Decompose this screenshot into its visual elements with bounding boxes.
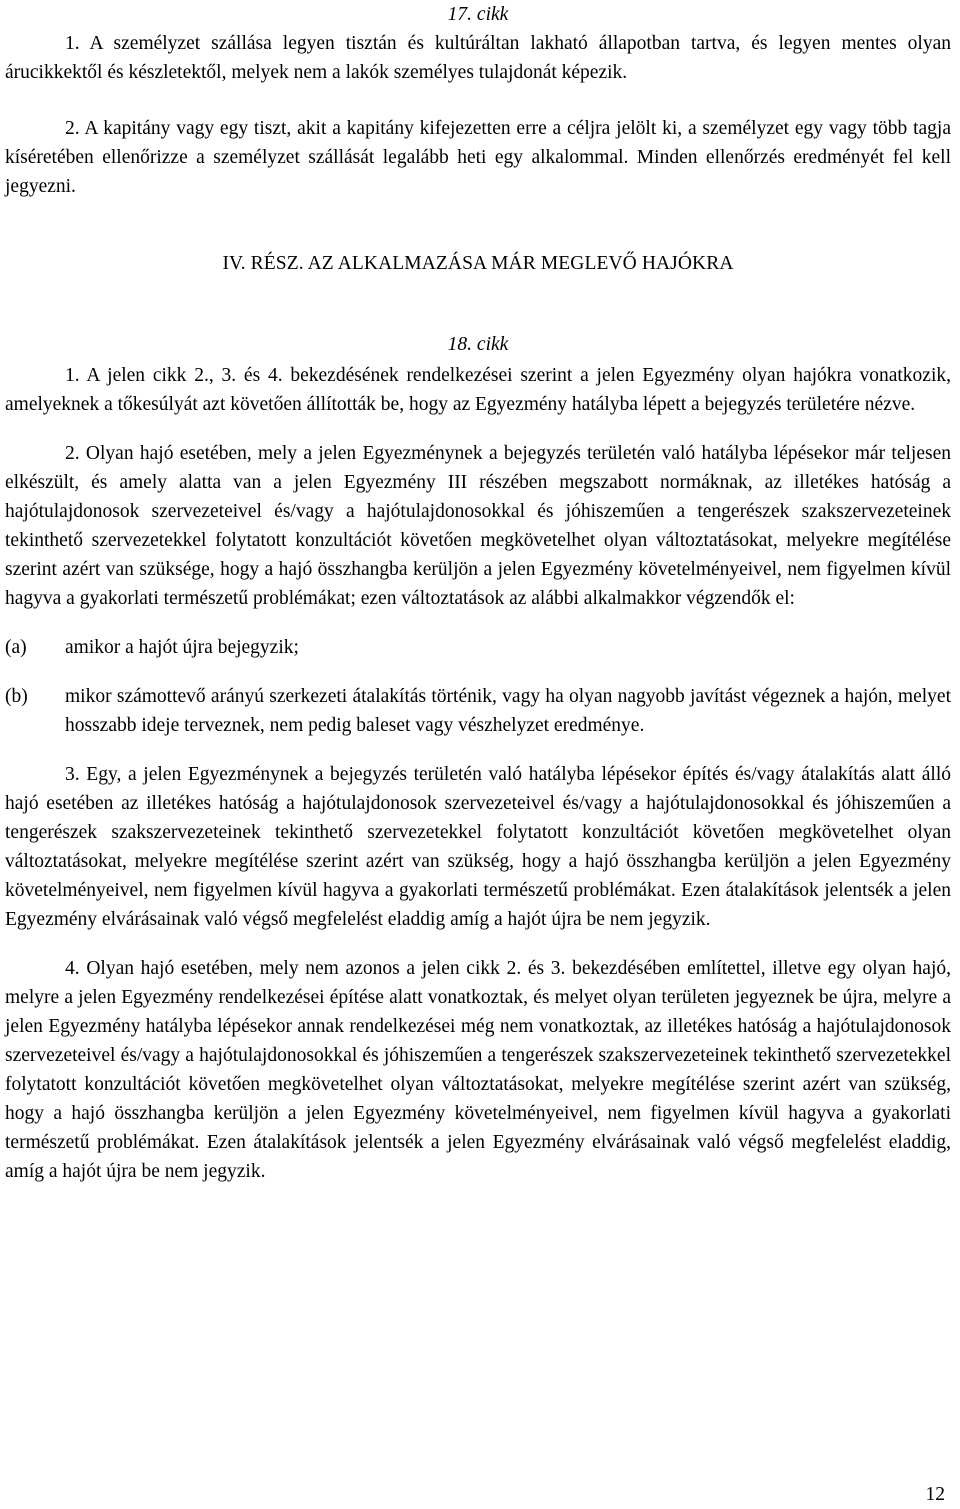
- article-18-paragraph-1: 1. A jelen cikk 2., 3. és 4. bekezdésének rendelkezései szerint a jelen Egyezmény olyan hajókra vonatkozik, amelyeknek a tőkesúlyát azt követően állították be, hogy az Egyezmény hatályba lépett a bejegyzés területére nézve.: [5, 365, 951, 415]
- part-4-title: IV. RÉSZ. AZ ALKALMAZÁSA MÁR MEGLEVŐ HAJÓKRA: [222, 253, 734, 274]
- article-18-paragraph-4: 4. Olyan hajó esetében, mely nem azonos a jelen cikk 2. és 3. bekezdésében említettel, illetve egy olyan hajó, melyre a jelen Egyezmény rendelkezései építése alatt vonatkoztak, és melyet olyan területen jegyeznek be újra, melyre a jelen Egyezmény hatályba lépésekor annak rendelkezései még nem vonatkoztak, az illetékes hatóság a hajótulajdonosok szervezeteivel és/vagy a hajótulajdonosokkal és jóhiszeműen a tengerészek szakszervezeteinek tekinthető szervezetekkel folytatott konzultációt követően megkövetelhet olyan változtatásokat, melyekre megítélése szerint azért van szükség, hogy a hajó összhangba kerüljön a jelen Egyezmény követelményeivel, nem figyelmen kívül hagyva a gyakorlati természetű problémákat. Ezen átalakítások jelentsék a jelen Egyezmény elvárásainak való végső megfelelést eladdig, amíg a hajót újra be nem jegyzik.: [5, 958, 951, 1182]
- list-item-text: amikor a hajót újra bejegyzik;: [65, 637, 299, 658]
- article-17-paragraph-1: 1. A személyzet szállása legyen tisztán és kultúráltan lakható állapotban tartva, és legyen mentes olyan árucikkektől és készletektől, melyek nem a lakók személyes tulajdonát képezik.: [5, 33, 951, 83]
- list-item: [5, 682, 951, 740]
- document-page: [5, 0, 951, 1509]
- page-number: 12: [925, 1484, 945, 1505]
- list-item-text: mikor számottevő arányú szerkezeti átalakítás történik, vagy ha olyan nagyobb javítást végeznek a hajón, melyet hosszabb ideje terveznek, nem pedig baleset vagy vészhelyzet eredménye.: [65, 686, 951, 736]
- list-item: [5, 633, 951, 662]
- article-17-heading: 17. cikk: [447, 4, 509, 25]
- article-18-paragraph-3: 3. Egy, a jelen Egyezménynek a bejegyzés területén való hatályba lépésekor építés és/vagy átalakítás alatt álló hajó esetében az illetékes hatóság a hajótulajdonosok szervezeteivel és/vagy a hajótulajdonosokkal és jóhiszeműen a tengerészek szakszervezeteinek tekinthető szervezetekkel folytatott konzultációt követően megkövetelhet olyan változtatásokat, melyekre megítélése szerint azért van szükség, hogy a hajó összhangba kerüljön a jelen Egyezmény követelményeivel, nem figyelmen kívül hagyva a gyakorlati természetű problémákat. Ezen átalakítások jelentsék a jelen Egyezmény elvárásainak való végső megfelelést eladdig amíg a hajót újra be nem jegyzik.: [5, 764, 951, 930]
- article-18-paragraph-2: 2. Olyan hajó esetében, mely a jelen Egyezménynek a bejegyzés területén való hatályba lépésekor már teljesen elkészült, és amely alatta van a jelen Egyezmény III részében megszabott normáknak, az illetékes hatóság a hajótulajdonosok szervezeteivel és/vagy a hajótulajdonosokkal és jóhiszeműen a tengerészek szakszervezeteinek tekinthető szervezetekkel folytatott konzultációt követően megkövetelhet olyan változtatásokat, melyekre megítélése szerint azért van szüksége, hogy a hajó összhangba kerüljön a jelen Egyezmény követelményeivel, nem figyelmen kívül hagyva a gyakorlati természetű problémákat; ezen változtatások az alábbi alkalmakkor végzendők el:: [5, 443, 951, 609]
- list-item-label: (b): [5, 686, 28, 707]
- list-item-label: (a): [5, 637, 27, 658]
- article-17-paragraph-2: 2. A kapitány vagy egy tiszt, akit a kapitány kifejezetten erre a céljra jelölt ki, a személyzet egy vagy több tagja kíséretében ellenőrizze a személyzet szállását legalább heti egy alkalommal. Minden ellenőrzés eredményét fel kell jegyezni.: [5, 118, 951, 197]
- article-18-heading: 18. cikk: [447, 334, 509, 355]
